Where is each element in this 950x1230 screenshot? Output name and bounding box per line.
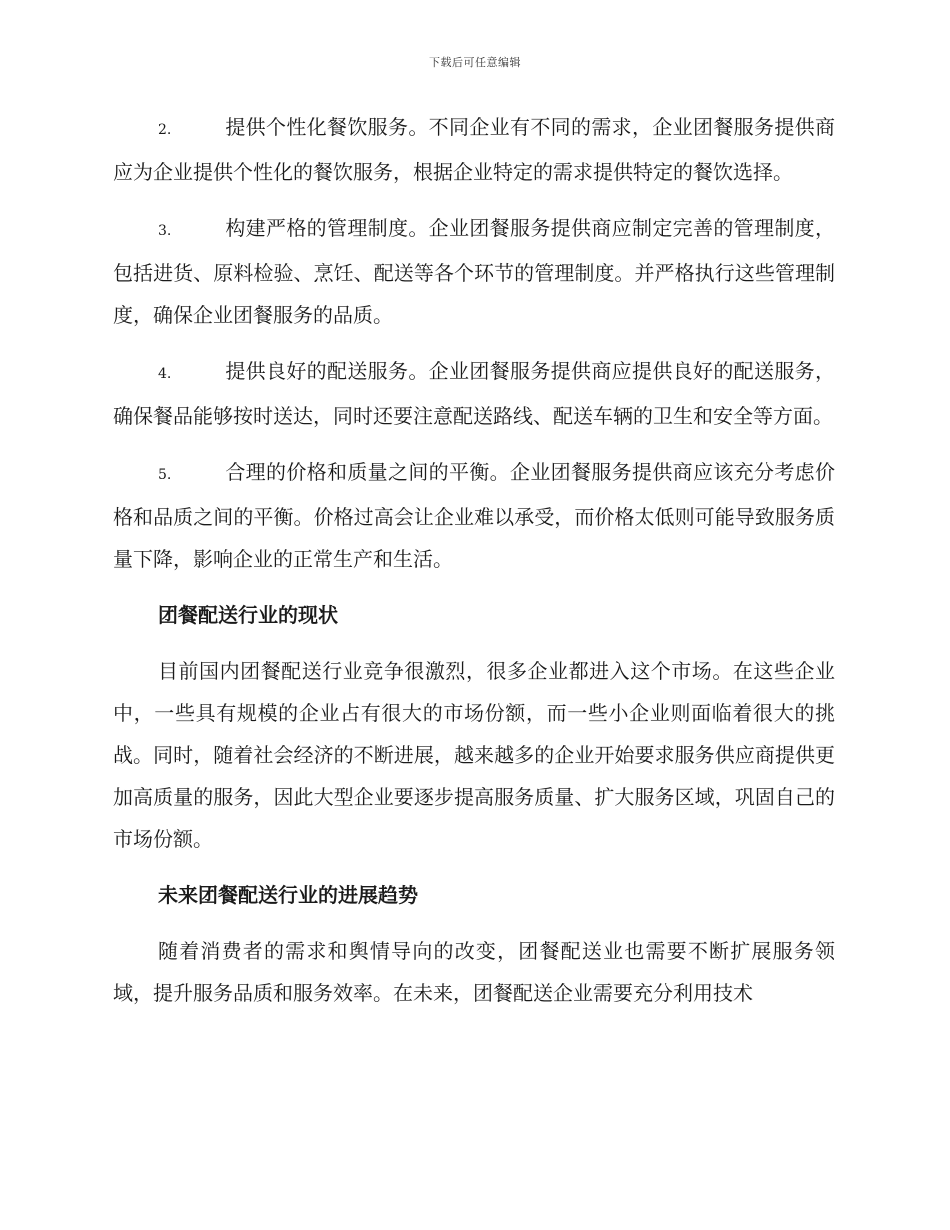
section-body-future-trends: 随着消费者的需求和舆情导向的改变，团餐配送业也需要不断扩展服务领域，提升服务品质和服务效率。在未来，团餐配送企业需要充分利用技术 — [113, 939, 835, 1005]
list-item — [113, 350, 835, 437]
list-item-text: 合理的价格和质量之间的平衡。企业团餐服务提供商应该充分考虑价格和品质之间的平衡。价格过高会让企业难以承受，而价格太低则可能导致服务质量下降，影响企业的正常生产和生活。 — [113, 460, 835, 571]
document-body — [113, 106, 835, 1028]
list-item — [113, 207, 835, 336]
list-item — [113, 106, 835, 193]
list-item-number: 2. — [158, 122, 172, 138]
section-heading-current-status: 团餐配送行业的现状 — [158, 603, 338, 627]
list-item-number: 5. — [158, 467, 172, 483]
page-header: 下载后可任意编辑 — [429, 56, 521, 69]
section-body-current-status: 目前国内团餐配送行业竞争很激烈，很多企业都进入这个市场。在这些企业中，一些具有规模的企业占有很大的市场份额，而一些小企业则面临着很大的挑战。同时，随着社会经济的不断进展，越来越多的企业开始要求服务供应商提供更加高质量的服务，因此大型企业要逐步提高服务质量、扩大服务区域，巩固自己的市场份额。 — [113, 659, 835, 851]
list-item-text: 提供良好的配送服务。企业团餐服务提供商应提供良好的配送服务，确保餐品能够按时送达，同时还要注意配送路线、配送车辆的卫生和安全等方面。 — [113, 359, 835, 428]
section-heading-future-trends: 未来团餐配送行业的进展趋势 — [158, 883, 418, 907]
list-item-text: 构建严格的管理制度。企业团餐服务提供商应制定完善的管理制度，包括进货、原料检验、烹饪、配送等各个环节的管理制度。并严格执行这些管理制度，确保企业团餐服务的品质。 — [113, 216, 835, 327]
list-item — [113, 451, 835, 580]
list-item-number: 3. — [158, 223, 172, 239]
list-item-number: 4. — [158, 366, 172, 382]
list-item-text: 提供个性化餐饮服务。不同企业有不同的需求，企业团餐服务提供商应为企业提供个性化的餐饮服务，根据企业特定的需求提供特定的餐饮选择。 — [113, 115, 835, 184]
